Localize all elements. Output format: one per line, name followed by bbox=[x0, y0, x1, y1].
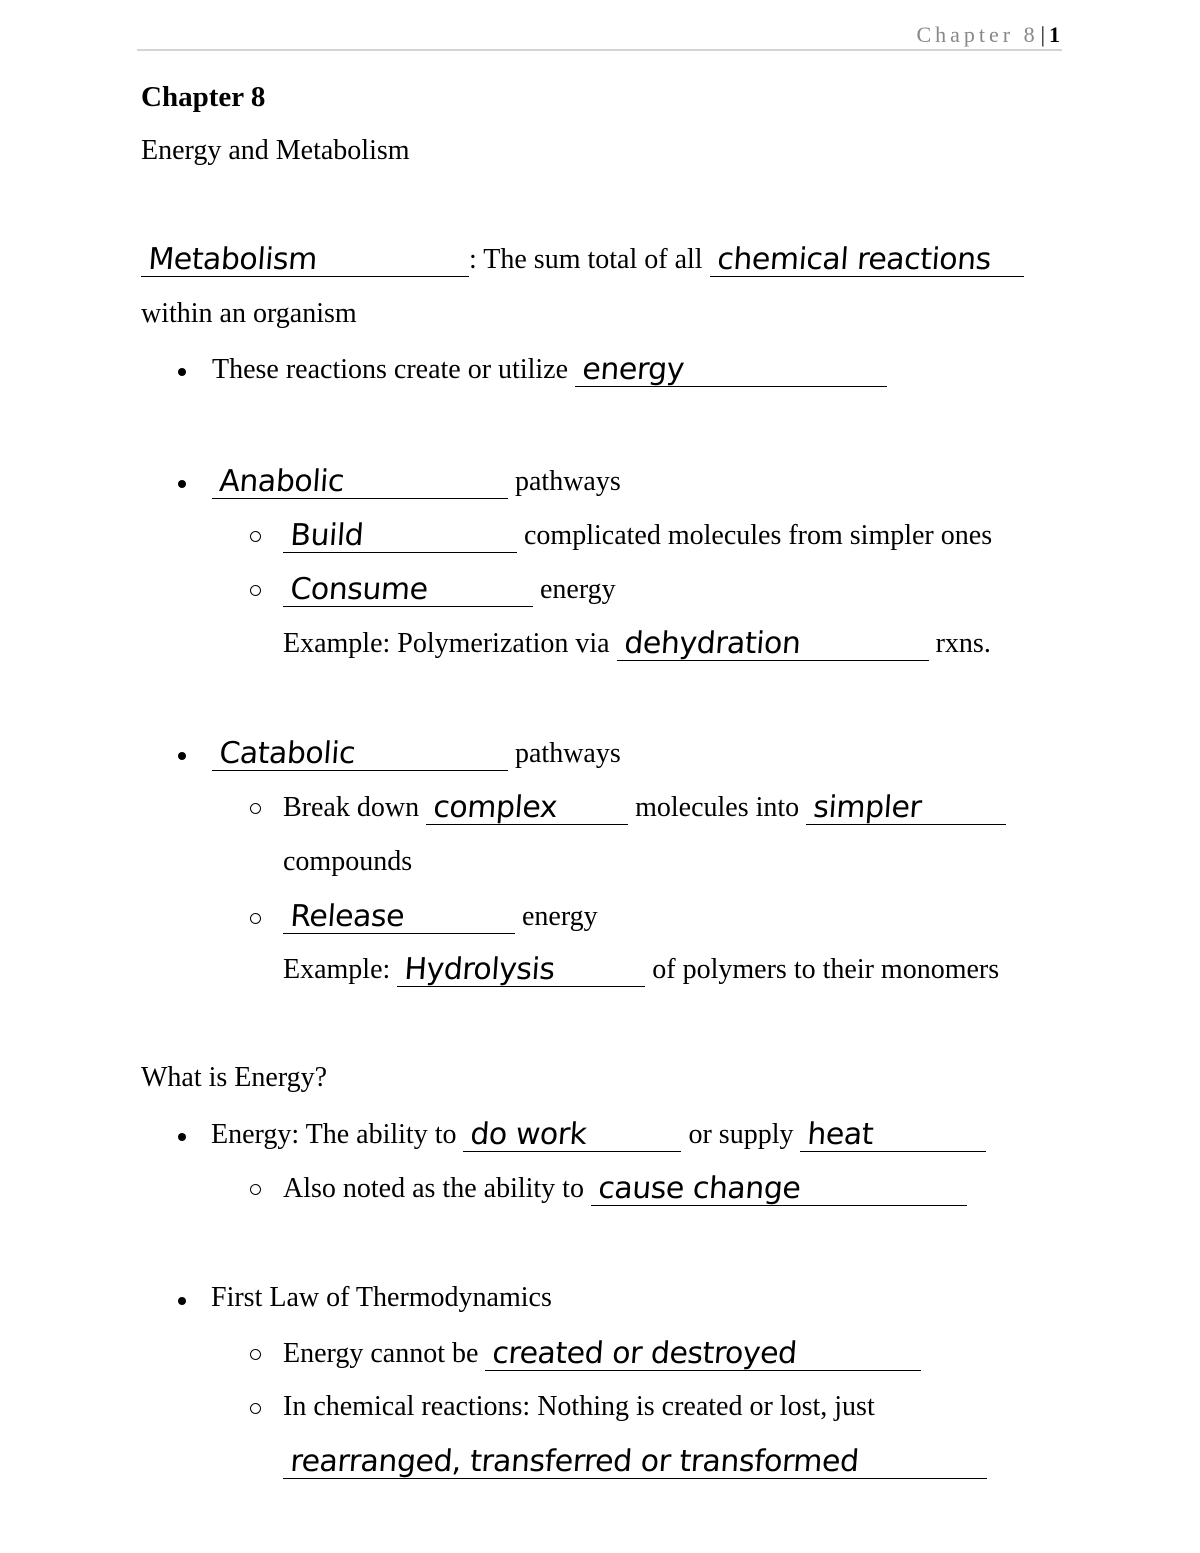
bullet-thermo-line: First Law of Thermodynamics bbox=[211, 1282, 552, 1313]
blank-dehydration bbox=[617, 626, 929, 661]
anabolic-example-line bbox=[283, 626, 991, 661]
sub-bullet-circle bbox=[250, 1349, 261, 1360]
anabolic-build-line bbox=[283, 518, 992, 553]
sub-bullet-text: energy bbox=[540, 574, 616, 605]
handwritten-answer: energy bbox=[581, 352, 686, 387]
chapter-subtitle: Energy and Metabolism bbox=[141, 135, 410, 166]
handwritten-answer: Catabolic bbox=[218, 736, 357, 771]
sub-bullet-circle bbox=[250, 1184, 261, 1195]
example-text: Example: Polymerization via bbox=[283, 628, 610, 659]
handwritten-answer: Anabolic bbox=[218, 464, 346, 499]
blank-hydrolysis bbox=[397, 952, 645, 987]
blank-catabolic bbox=[212, 736, 508, 771]
bullet-text: or supply bbox=[688, 1119, 794, 1150]
handwritten-answer: cause change bbox=[597, 1171, 802, 1206]
blank-complex bbox=[426, 790, 628, 825]
bullet-dot bbox=[178, 480, 186, 488]
sub-bullet-circle bbox=[250, 1403, 261, 1414]
handwritten-answer: do work bbox=[469, 1117, 589, 1152]
bullet-anabolic-line bbox=[212, 464, 621, 499]
energy-change-line bbox=[283, 1171, 967, 1206]
handwritten-answer: Consume bbox=[289, 572, 429, 607]
anabolic-consume-line bbox=[283, 572, 616, 607]
energy-question: What is Energy? bbox=[141, 1062, 328, 1093]
example-tail: of polymers to their monomers bbox=[652, 954, 1000, 985]
bullet-dot bbox=[178, 1133, 186, 1141]
blank-metabolism bbox=[141, 242, 469, 277]
handwritten-answer: dehydration bbox=[622, 626, 802, 661]
blank-cause-change bbox=[591, 1171, 967, 1206]
bullet-text: pathways bbox=[515, 466, 621, 497]
sub-bullet-text: molecules into bbox=[635, 792, 800, 823]
handwritten-answer: created or destroyed bbox=[491, 1336, 799, 1371]
header-separator: | bbox=[1040, 22, 1045, 47]
bullet-text: Energy: The ability to bbox=[211, 1119, 457, 1150]
sub-bullet-circle bbox=[250, 803, 261, 814]
blank-release bbox=[283, 899, 515, 934]
handwritten-answer: heat bbox=[806, 1117, 875, 1152]
bullet-dot bbox=[178, 752, 186, 760]
thermo-reactions-line: In chemical reactions: Nothing is created or lost, just bbox=[283, 1391, 875, 1422]
metabolism-definition bbox=[141, 242, 1024, 277]
blank-chemical-reactions bbox=[710, 242, 1024, 277]
definition-continuation: within an organism bbox=[141, 298, 357, 329]
blank-build bbox=[283, 518, 517, 553]
definition-text: : The sum total of all bbox=[469, 244, 703, 275]
header-chapter: Chapter 8 bbox=[916, 22, 1039, 47]
header-divider bbox=[137, 49, 1062, 51]
handwritten-answer: complex bbox=[432, 790, 559, 825]
running-header bbox=[916, 22, 1060, 48]
blank-simpler bbox=[806, 790, 1006, 825]
handwritten-answer: Metabolism bbox=[147, 242, 319, 277]
bullet-dot bbox=[178, 1297, 186, 1305]
catabolic-example-line bbox=[283, 952, 999, 987]
blank-heat bbox=[800, 1117, 986, 1152]
handwritten-answer: Release bbox=[289, 899, 406, 934]
sub-bullet-circle bbox=[250, 585, 261, 596]
sub-bullet-text: Energy cannot be bbox=[283, 1338, 479, 1369]
bullet-text: pathways bbox=[515, 738, 621, 769]
sub-bullet-text: energy bbox=[522, 901, 598, 932]
example-tail: rxns. bbox=[935, 628, 991, 659]
bullet-text: These reactions create or utilize bbox=[212, 354, 569, 385]
sub-bullet-text: complicated molecules from simpler ones bbox=[524, 520, 993, 551]
bullet-energy-line bbox=[212, 352, 887, 387]
blank-consume bbox=[283, 572, 533, 607]
blank-anabolic bbox=[212, 464, 508, 499]
handwritten-answer: simpler bbox=[812, 790, 923, 825]
sub-bullet-circle bbox=[250, 913, 261, 924]
sub-bullet-circle bbox=[250, 531, 261, 542]
chapter-title: Chapter 8 bbox=[141, 81, 266, 113]
blank-created-destroyed bbox=[485, 1336, 921, 1371]
blank-energy bbox=[575, 352, 887, 387]
thermo-reactions-answer-line bbox=[283, 1444, 987, 1479]
sub-bullet-text: Also noted as the ability to bbox=[283, 1173, 584, 1204]
catabolic-breakdown-line bbox=[283, 790, 1006, 825]
catabolic-breakdown-continuation: compounds bbox=[283, 846, 413, 877]
bullet-dot bbox=[178, 368, 186, 376]
catabolic-release-line bbox=[283, 899, 598, 934]
handwritten-answer: chemical reactions bbox=[715, 242, 992, 277]
handwritten-answer: Build bbox=[289, 518, 365, 553]
sub-bullet-text: Break down bbox=[283, 792, 420, 823]
blank-do-work bbox=[463, 1117, 681, 1152]
example-text: Example: bbox=[283, 954, 391, 985]
bullet-catabolic-line bbox=[212, 736, 621, 771]
bullet-energy-definition-line bbox=[211, 1117, 986, 1152]
blank-rearranged bbox=[283, 1444, 987, 1479]
thermo-energy-line bbox=[283, 1336, 921, 1371]
handwritten-answer: Hydrolysis bbox=[403, 952, 557, 987]
handwritten-answer: rearranged, transferred or transformed bbox=[289, 1444, 860, 1479]
header-page-number: 1 bbox=[1049, 22, 1060, 47]
